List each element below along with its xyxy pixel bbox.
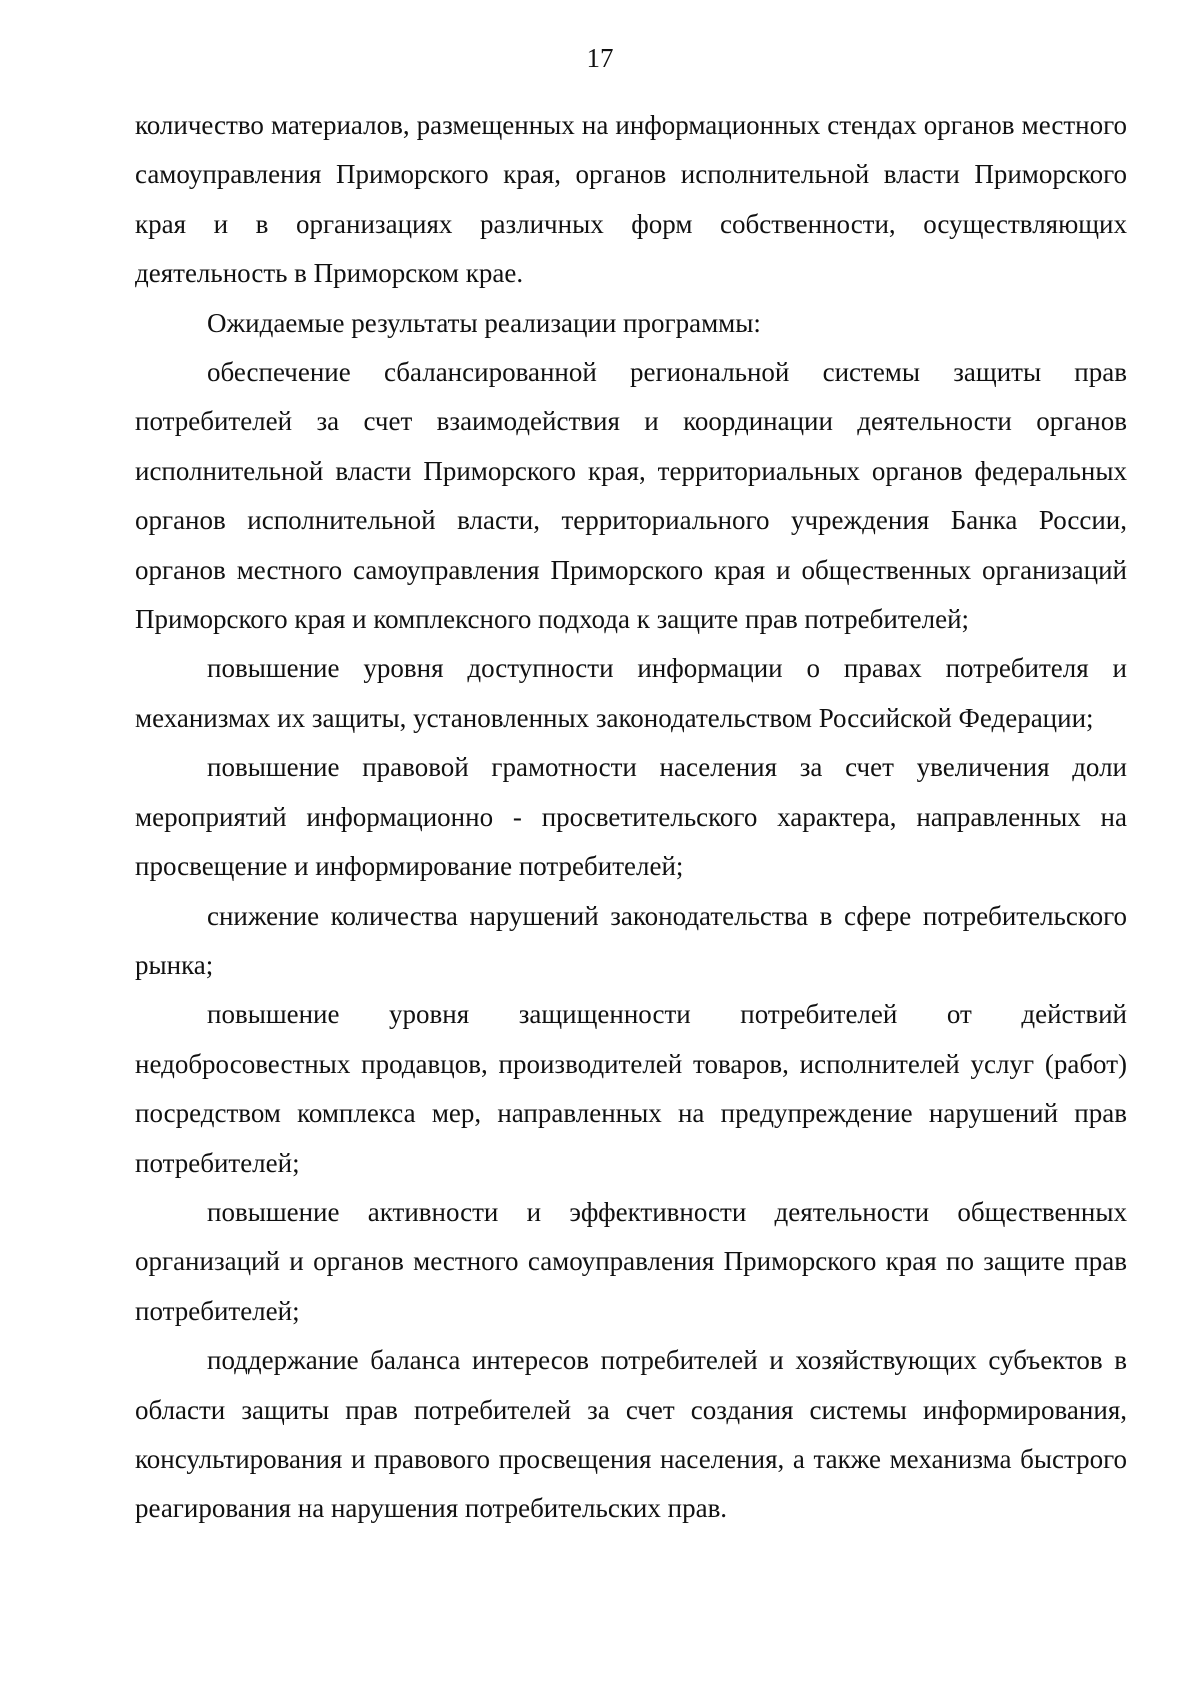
paragraph-expected-results-heading: Ожидаемые результаты реализации программы: bbox=[207, 307, 761, 338]
paragraph-materials-count: количество материалов, размещенных на информационных стендах органов местного самоуправления Приморского края, органов исполнительной власти Приморского края и в организациях различных форм собственности, осуществляющих деятельность в Приморском крае. bbox=[135, 110, 1127, 289]
paragraph-violations-reduction: снижение количества нарушений законодательства в сфере потребительского рынка; bbox=[135, 900, 1127, 980]
paragraph-legal-literacy: повышение правовой грамотности населения за счет увеличения доли мероприятий информационно - просветительского характера, направленных на просвещение и информирование потребителей; bbox=[135, 752, 1127, 882]
document-body bbox=[135, 101, 1127, 1534]
paragraph-balanced-system: обеспечение сбалансированной региональной системы защиты прав потребителей за счет взаимодействия и координации деятельности органов исполнительной власти Приморского края, территориальных органов федеральных органов исполнительной власти, территориального учреждения Банка России, органов местного самоуправления Приморского края и общественных организаций Приморского края и комплексного подхода к защите прав потребителей; bbox=[135, 357, 1127, 635]
paragraph-consumer-protection-level: повышение уровня защищенности потребителей от действий недобросовестных продавцов, производителей товаров, исполнителей услуг (работ) посредством комплекса мер, направленных на предупреждение нарушений прав потребителей; bbox=[135, 999, 1127, 1178]
paragraph-interest-balance: поддержание баланса интересов потребителей и хозяйствующих субъектов в области защиты прав потребителей за счет создания системы информирования, консультирования и правового просвещения населения, а также механизма быстрого реагирования на нарушения потребительских прав. bbox=[135, 1345, 1127, 1524]
page-number: 17 bbox=[586, 43, 614, 73]
paragraph-information-accessibility: повышение уровня доступности информации о правах потребителя и механизмах их защиты, установленных законодательством Российской Федерации; bbox=[135, 653, 1127, 733]
paragraph-organizations-activity: повышение активности и эффективности деятельности общественных организаций и органов местного самоуправления Приморского края по защите прав потребителей; bbox=[135, 1196, 1127, 1326]
